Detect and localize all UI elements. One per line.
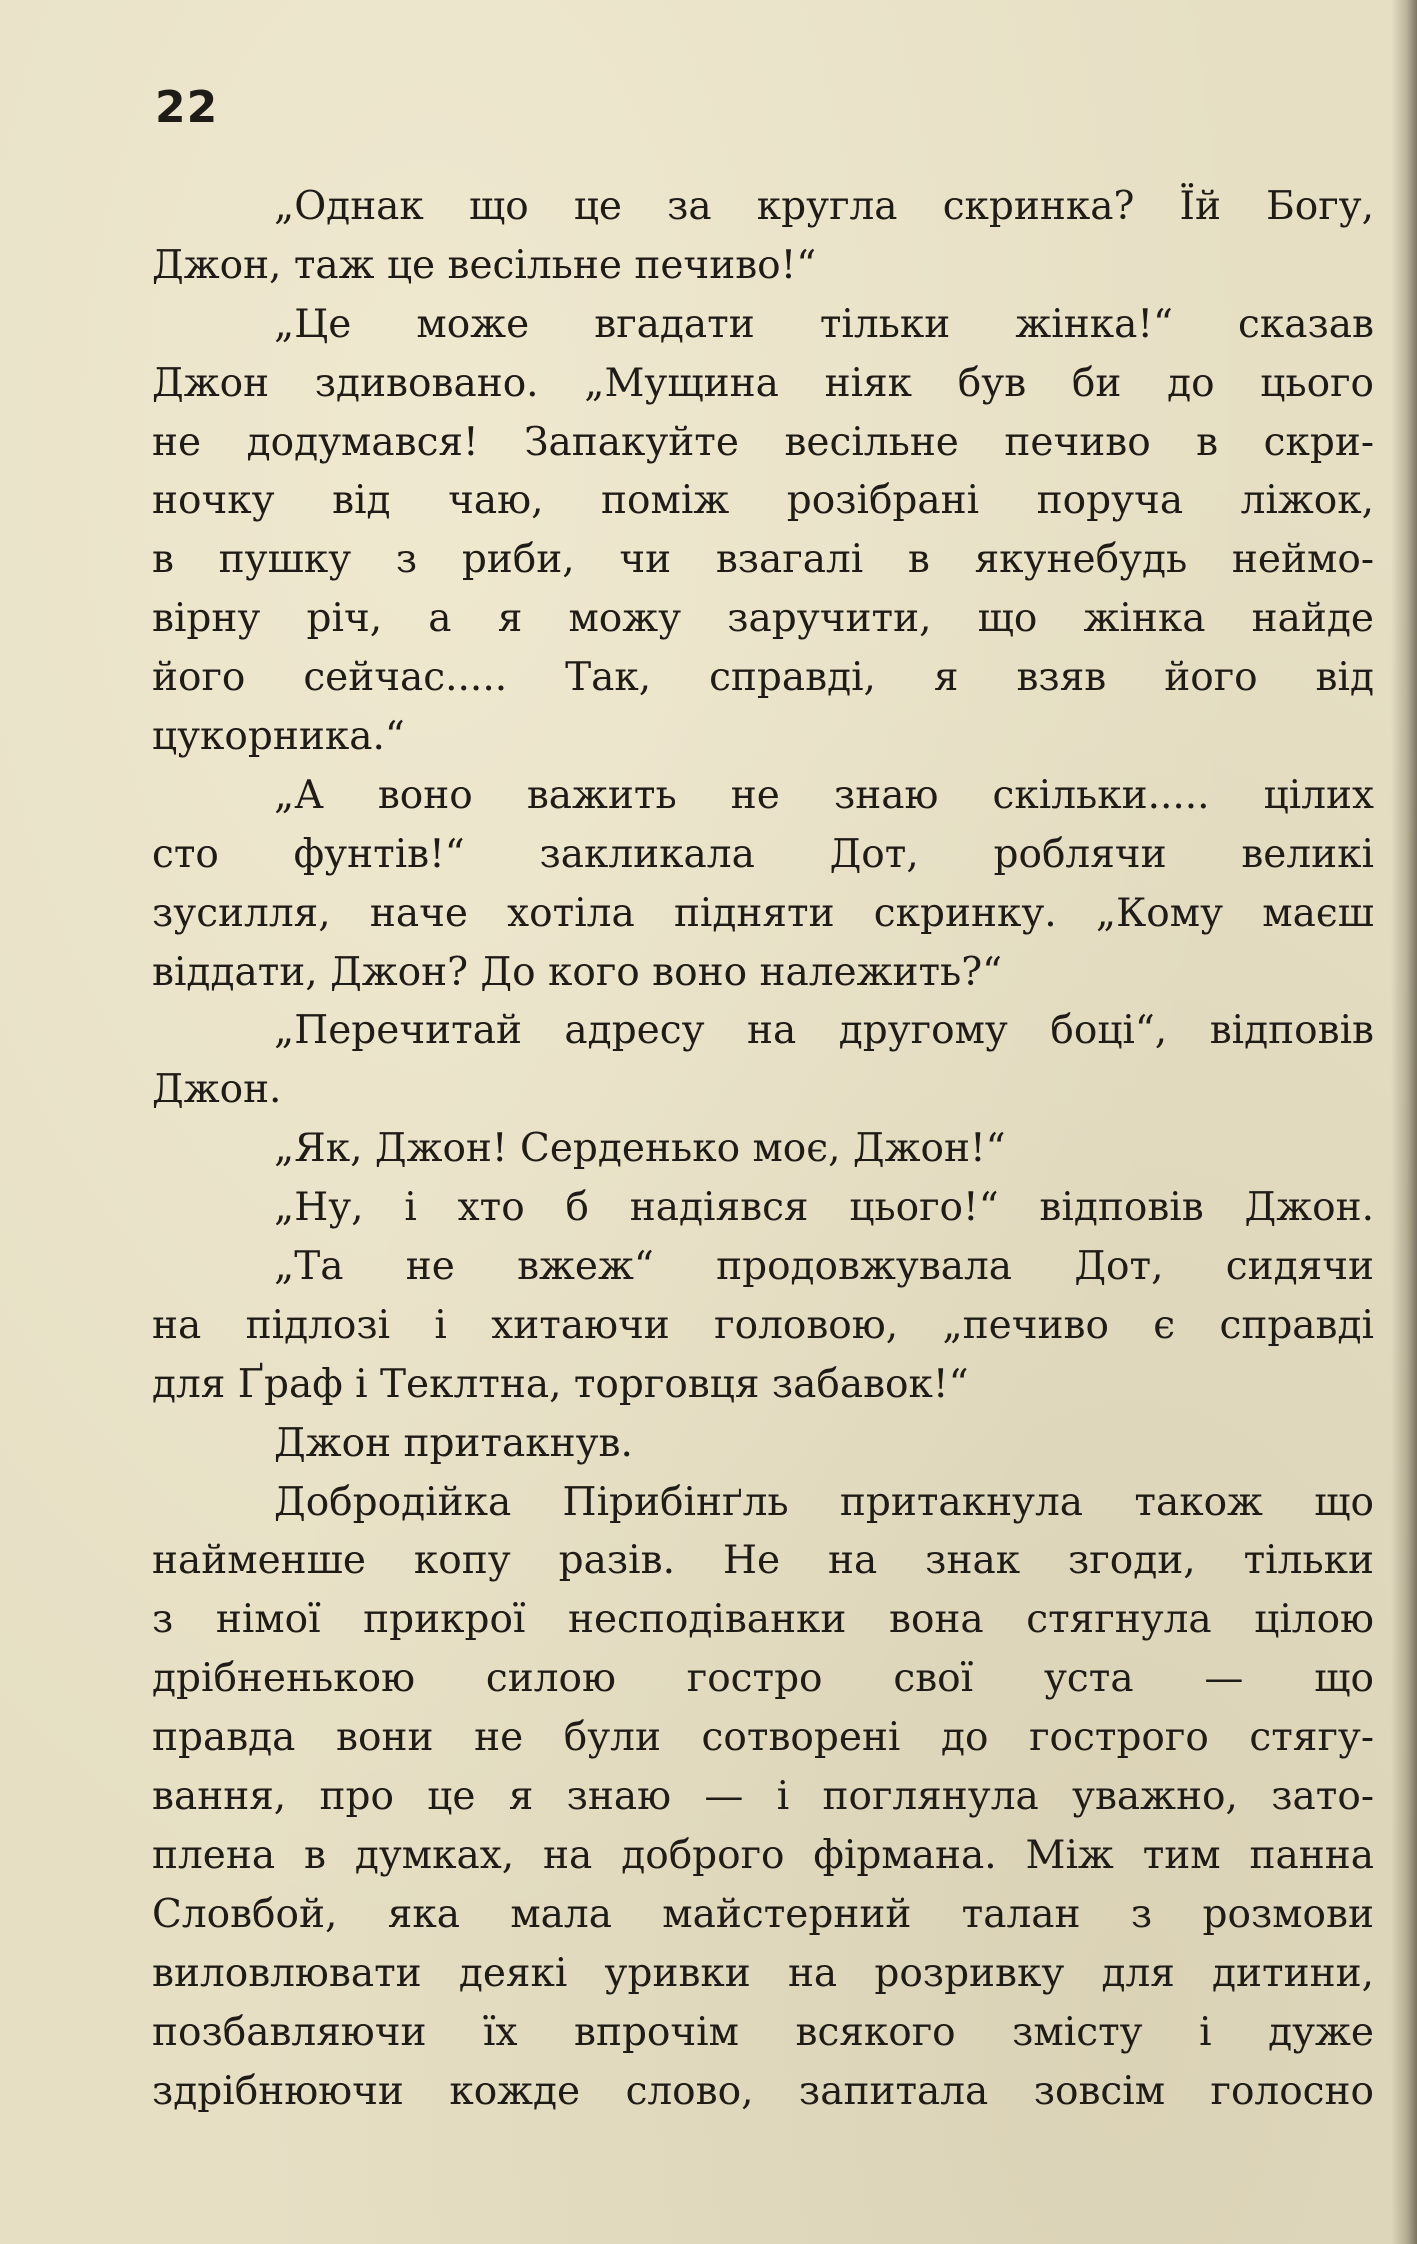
text-line: не додумався! Запакуйте весільне печиво в скри- <box>152 419 1374 465</box>
text-line: „Це може вгадати тільки жінка!“ сказав <box>274 301 1374 347</box>
text-line: „А воно важить не знаю скільки..... цілих <box>274 772 1374 818</box>
text-line: для Ґраф і Теклтна, торговця забавок!“ <box>152 1361 969 1407</box>
text-line: зусилля, наче хотіла підняти скринку. „Кому маєш <box>152 890 1374 936</box>
text-line: його сейчас..... Так, справді, я взяв його від <box>152 655 1374 701</box>
text-line: віддати, Джон? До кого воно належить?“ <box>152 949 1003 995</box>
text-line: дрібненькою силою гостро свої уста — що <box>152 1656 1374 1702</box>
text-line: позбавляючи їх впрочім всякого змісту і дуже <box>152 2009 1374 2055</box>
text-line: Добродійка Пірибінґль притакнула також що <box>274 1479 1374 1525</box>
text-line: вання, про це я знаю — і поглянула уважно, зато- <box>152 1774 1374 1820</box>
page-number: 22 <box>155 82 219 133</box>
text-line: здрібнюючи кожде слово, запитала зовсім голосно <box>152 2068 1374 2114</box>
text-line: правда вони не були сотворені до гострого стягу- <box>152 1715 1374 1761</box>
text-line: цукорника.“ <box>152 714 405 760</box>
text-line: Джон здивовано. „Мущина ніяк був би до цього <box>152 360 1374 406</box>
text-line: з німої прикрої несподіванки вона стягнула цілою <box>152 1597 1374 1643</box>
text-line: найменше копу разів. Не на знак згоди, тільки <box>152 1538 1374 1584</box>
text-line: вірну річ, а я можу заручити, що жінка найде <box>152 596 1374 642</box>
text-line: „Ну, і хто б надіявся цього!“ відповів Джон. <box>274 1185 1374 1231</box>
text-line: плена в думках, на доброго фірмана. Між тим панна <box>152 1832 1374 1878</box>
text-line: Джон притакнув. <box>274 1420 633 1466</box>
text-line: виловлювати деякі уривки на розривку для дитини, <box>152 1950 1374 1996</box>
text-line: „Однак що це за кругла скринка? Їй Богу, <box>274 184 1374 229</box>
text-line: Джон. <box>152 1067 282 1113</box>
text-line: Джон, таж це весільне печиво!“ <box>152 242 817 288</box>
text-line: на підлозі і хитаючи головою, „печиво є справді <box>152 1302 1374 1348</box>
text-line: „Як, Джон! Серденько моє, Джон!“ <box>274 1126 1006 1172</box>
text-line: в пушку з риби, чи взагалі в якунебудь неймо- <box>152 537 1374 583</box>
body-text <box>152 178 1374 2121</box>
text-line: сто фунтів!“ закликала Дот, роблячи великі <box>152 831 1374 877</box>
text-line: ночку від чаю, поміж розібрані поруча ліжок, <box>152 478 1374 524</box>
text-line: „Перечитай адресу на другому боці“, відповів <box>274 1008 1374 1054</box>
text-line: „Та не вжеж“ продовжувала Дот, сидячи <box>274 1244 1374 1290</box>
text-line: Словбой, яка мала майстерний талан з розмови <box>152 1891 1374 1937</box>
page-edge-shadow <box>1391 0 1417 2244</box>
